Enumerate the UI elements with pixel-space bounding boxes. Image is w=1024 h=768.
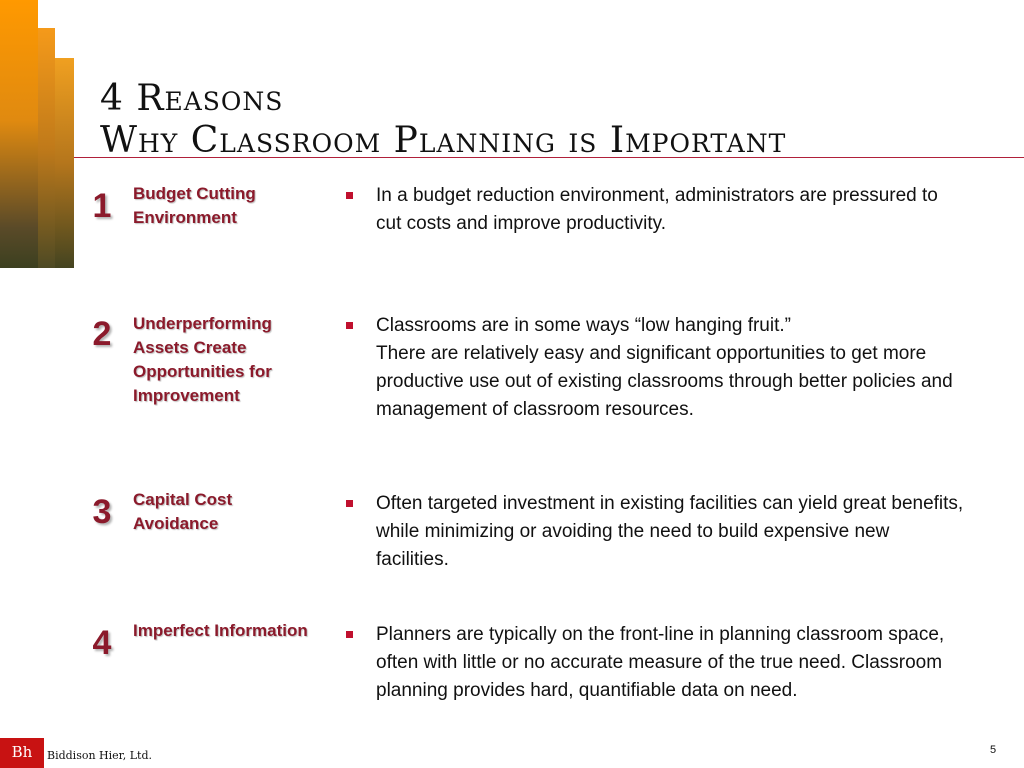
reason-number: 2 [92,315,112,353]
decorative-bar-3 [55,58,74,268]
reason-body: Often targeted investment in existing facilities can yield great benefits, while minimizing or avoiding the need to build expensive new facilities. [376,493,964,570]
reason-body: In a budget reduction environment, administrators are pressured to cut costs and improve productivity. [376,185,938,234]
company-name: Biddison Hier, Ltd. [47,749,152,762]
reason-body-line2: There are relatively easy and significant opportunities to get more productive use out of existing classrooms through better policies and management of classroom resources. [376,343,953,420]
reason-body: Planners are typically on the front-line in planning classroom space, often with little or no accurate measure of the true need. Classroom planning provides hard, quantifiable data on need. [376,624,945,701]
reason-number: 1 [92,187,112,225]
company-logo: Bh [0,738,44,768]
title-divider [74,157,1024,158]
reason-heading: Budget Cutting Environment [133,184,256,227]
decorative-bar-2 [38,28,55,268]
reason-heading: Imperfect Information [133,621,308,640]
reason-heading: Capital Cost Avoidance [133,490,233,533]
reason-body-line1: Classrooms are in some ways “low hanging fruit.” [376,315,791,336]
decorative-bar-1 [0,0,38,268]
slide-title-line2: Why Classroom Planning is Important [100,120,787,161]
bullet-icon [346,322,353,329]
reason-number: 3 [92,493,112,531]
bullet-icon [346,192,353,199]
slide-title [100,78,786,162]
reason-number: 4 [92,624,112,662]
page-number: 5 [990,744,997,756]
bullet-icon [346,631,353,638]
reason-body [376,312,966,424]
slide-title-line1: 4 Reasons [100,78,284,119]
reason-heading: Underperforming Assets Create Opportunities for Improvement [133,314,272,405]
bullet-icon [346,500,353,507]
